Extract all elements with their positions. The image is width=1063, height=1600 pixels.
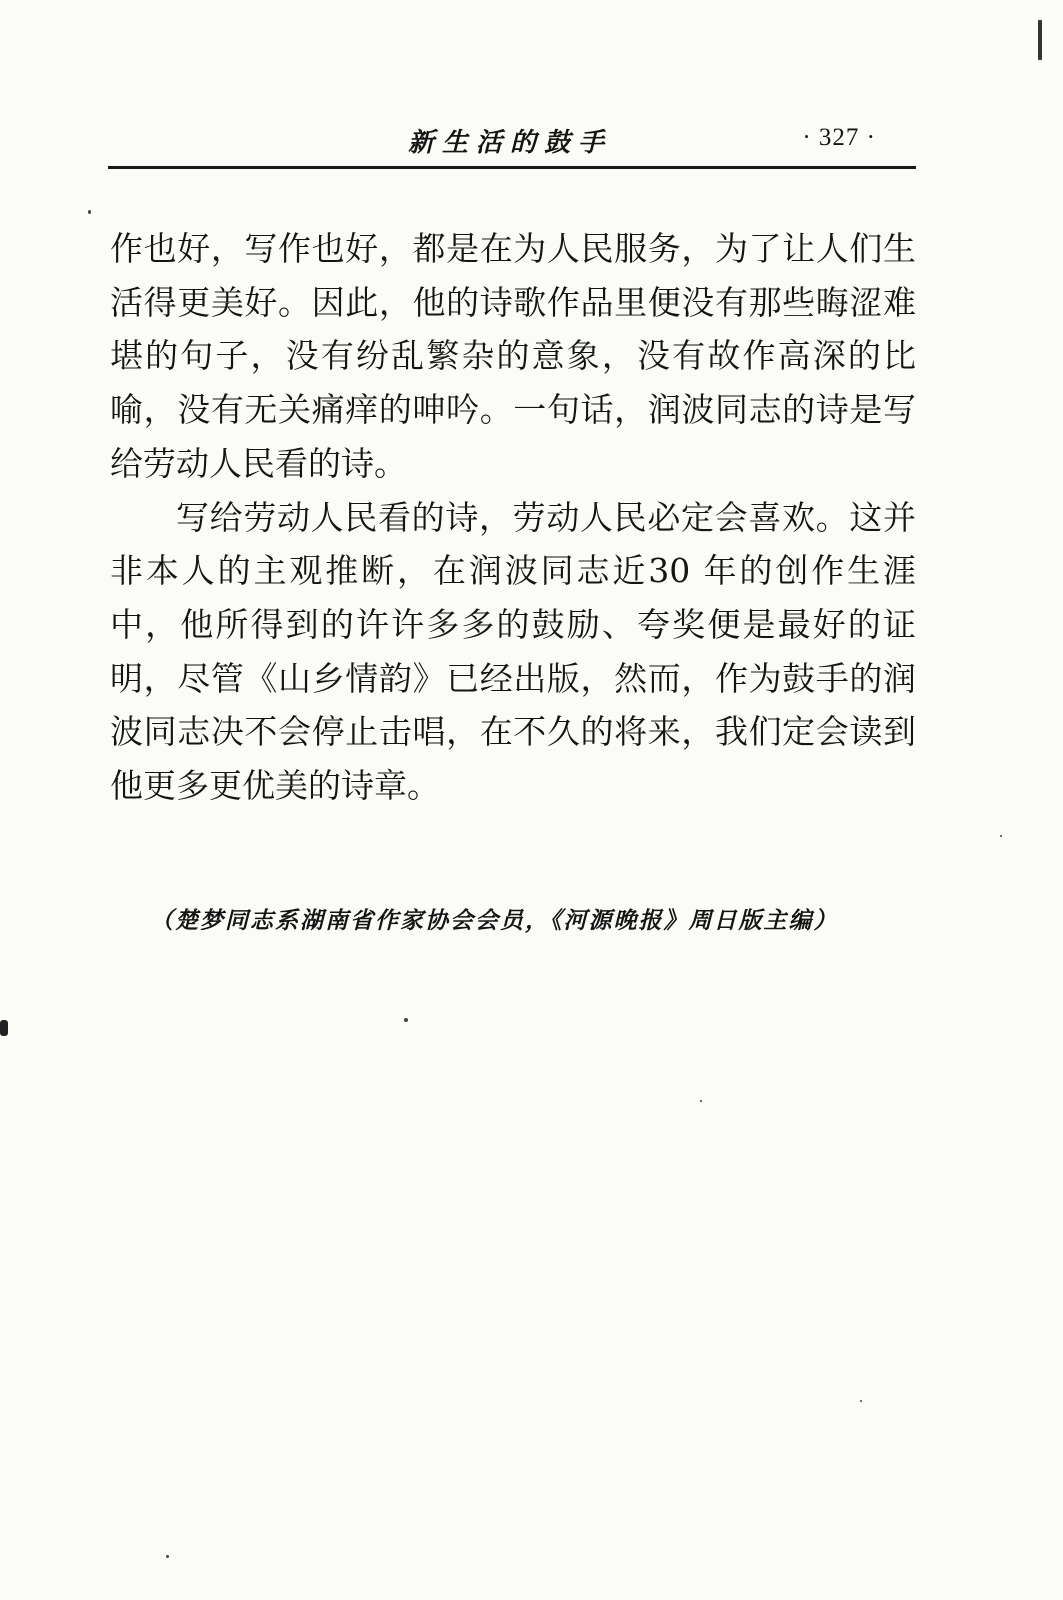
paragraph-2: 写给劳动人民看的诗，劳动人民必定会喜欢。这并非本人的主观推断，在润波同志近30 年的创作生涯中，他所得到的许许多多的鼓励、夸奖便是最好的证明，尽管《山乡情韵》已经出版，然而，作为鼓手的润波同志决不会停止击唱，在不久的将来，我们定会读到他更多更优美的诗章。 <box>110 497 916 806</box>
author-note: （楚梦同志系湖南省作家协会会员，《河源晚报》周日版主编） <box>150 907 839 934</box>
scan-speck <box>404 1018 408 1022</box>
scan-speck <box>860 1400 862 1402</box>
page-header <box>108 118 916 166</box>
body-text <box>110 222 916 813</box>
paragraph-1: 作也好，写作也好，都是在为人民服务，为了让人们生活得更美好。因此，他的诗歌作品里便没有那些晦涩难堪的句子，没有纷乱繁杂的意象，没有故作高深的比喻，没有无关痛痒的呻吟。一句话，润波同志的诗是写给劳动人民看的诗。 <box>110 229 916 483</box>
page-number: · 327 · <box>802 124 876 151</box>
scan-speck <box>0 1020 8 1036</box>
scan-speck <box>700 1100 702 1102</box>
running-title: 新生活的鼓手 <box>408 128 613 158</box>
scan-speck <box>88 210 91 214</box>
scan-speck <box>166 1555 169 1558</box>
header-rule <box>108 166 916 169</box>
scan-speck <box>1000 835 1002 837</box>
scan-speck <box>1038 20 1042 60</box>
